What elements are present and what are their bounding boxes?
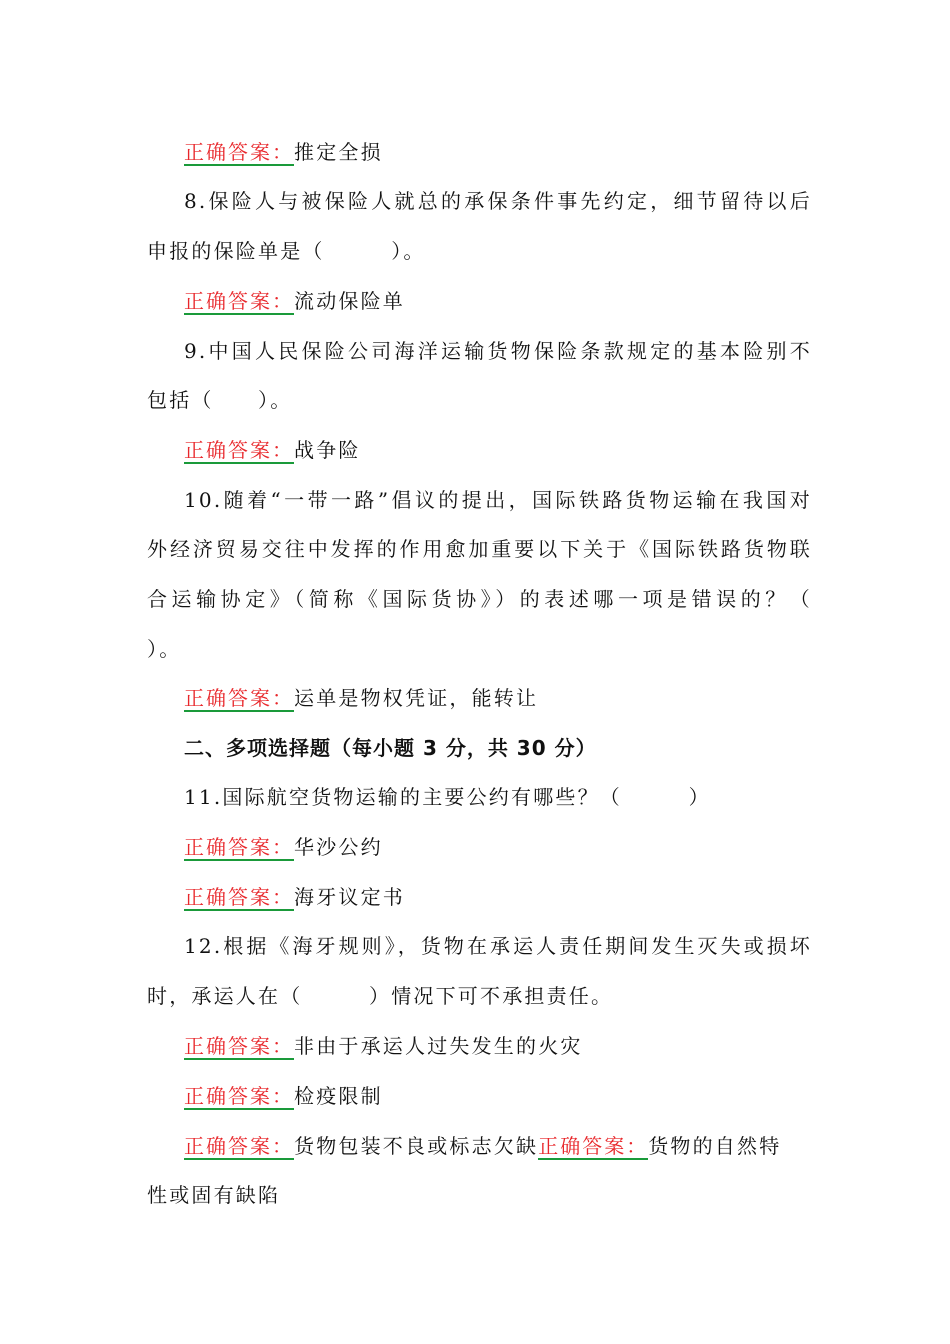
answer-line: [184, 1131, 812, 1161]
answer-text: 检疫限制: [294, 1084, 383, 1108]
answer-label: 正确答案：: [184, 1084, 294, 1108]
section-heading: 二、多项选择题（每小题 3 分，共 30 分）: [184, 736, 597, 760]
answer-text: 运单是物权凭证，能转让: [294, 686, 539, 710]
answer-label: 正确答案：: [184, 686, 294, 710]
question-line: 包括（ ）。: [147, 388, 293, 412]
question-line: ）。: [147, 637, 182, 661]
question-line: 10.随着“一带一路”倡议的提出，国际铁路货物运输在我国对: [184, 488, 812, 512]
answer-line: [184, 435, 812, 465]
answer-text: 流动保险单: [294, 289, 405, 313]
answer-label: 正确答案：: [184, 289, 294, 313]
question-line: 外经济贸易交往中发挥的作用愈加重要以下关于《国际铁路货物联: [147, 537, 812, 561]
question-line: 时，承运人在（ ）情况下可不承担责任。: [147, 984, 614, 1008]
answer-line: [184, 137, 812, 167]
answer-continuation: 性或固有缺陷: [147, 1183, 281, 1207]
answer-line: [184, 882, 812, 912]
answer-text: 华沙公约: [294, 835, 383, 859]
question-line: 8.保险人与被保险人就总的承保条件事先约定，细节留待以后: [184, 189, 812, 213]
answer-line: [184, 832, 812, 862]
answer-line: [184, 1081, 812, 1111]
answer-label: 正确答案：: [184, 1134, 294, 1158]
answer-label: 正确答案：: [184, 438, 294, 462]
answer-label: 正确答案：: [184, 140, 294, 164]
answer-line: [184, 286, 812, 316]
answer-text: 推定全损: [294, 140, 383, 164]
answer-line: [184, 683, 812, 713]
answer-label: 正确答案：: [184, 1034, 294, 1058]
question-line: 11.国际航空货物运输的主要公约有哪些？（ ）: [184, 785, 711, 809]
question-line: 9.中国人民保险公司海洋运输货物保险条款规定的基本险别不: [184, 339, 812, 363]
question-line: 申报的保险单是（ ）。: [147, 239, 426, 263]
answer-label: 正确答案：: [538, 1134, 649, 1158]
answer-label: 正确答案：: [184, 835, 294, 859]
answer-label: 正确答案：: [184, 885, 294, 909]
question-line: 12.根据《海牙规则》，货物在承运人责任期间发生灭失或损坏: [184, 934, 812, 958]
question-line: 合运输协定》（简称《国际货协》）的表述哪一项是错误的？（: [147, 587, 812, 611]
answer-text: 货物包装不良或标志欠缺: [294, 1134, 539, 1158]
answer-text: 非由于承运人过失发生的火灾: [294, 1034, 583, 1058]
answer-text: 货物的自然特: [648, 1134, 782, 1158]
answer-line: [184, 1031, 812, 1061]
answer-text: 海牙议定书: [294, 885, 405, 909]
answer-text: 战争险: [294, 438, 361, 462]
